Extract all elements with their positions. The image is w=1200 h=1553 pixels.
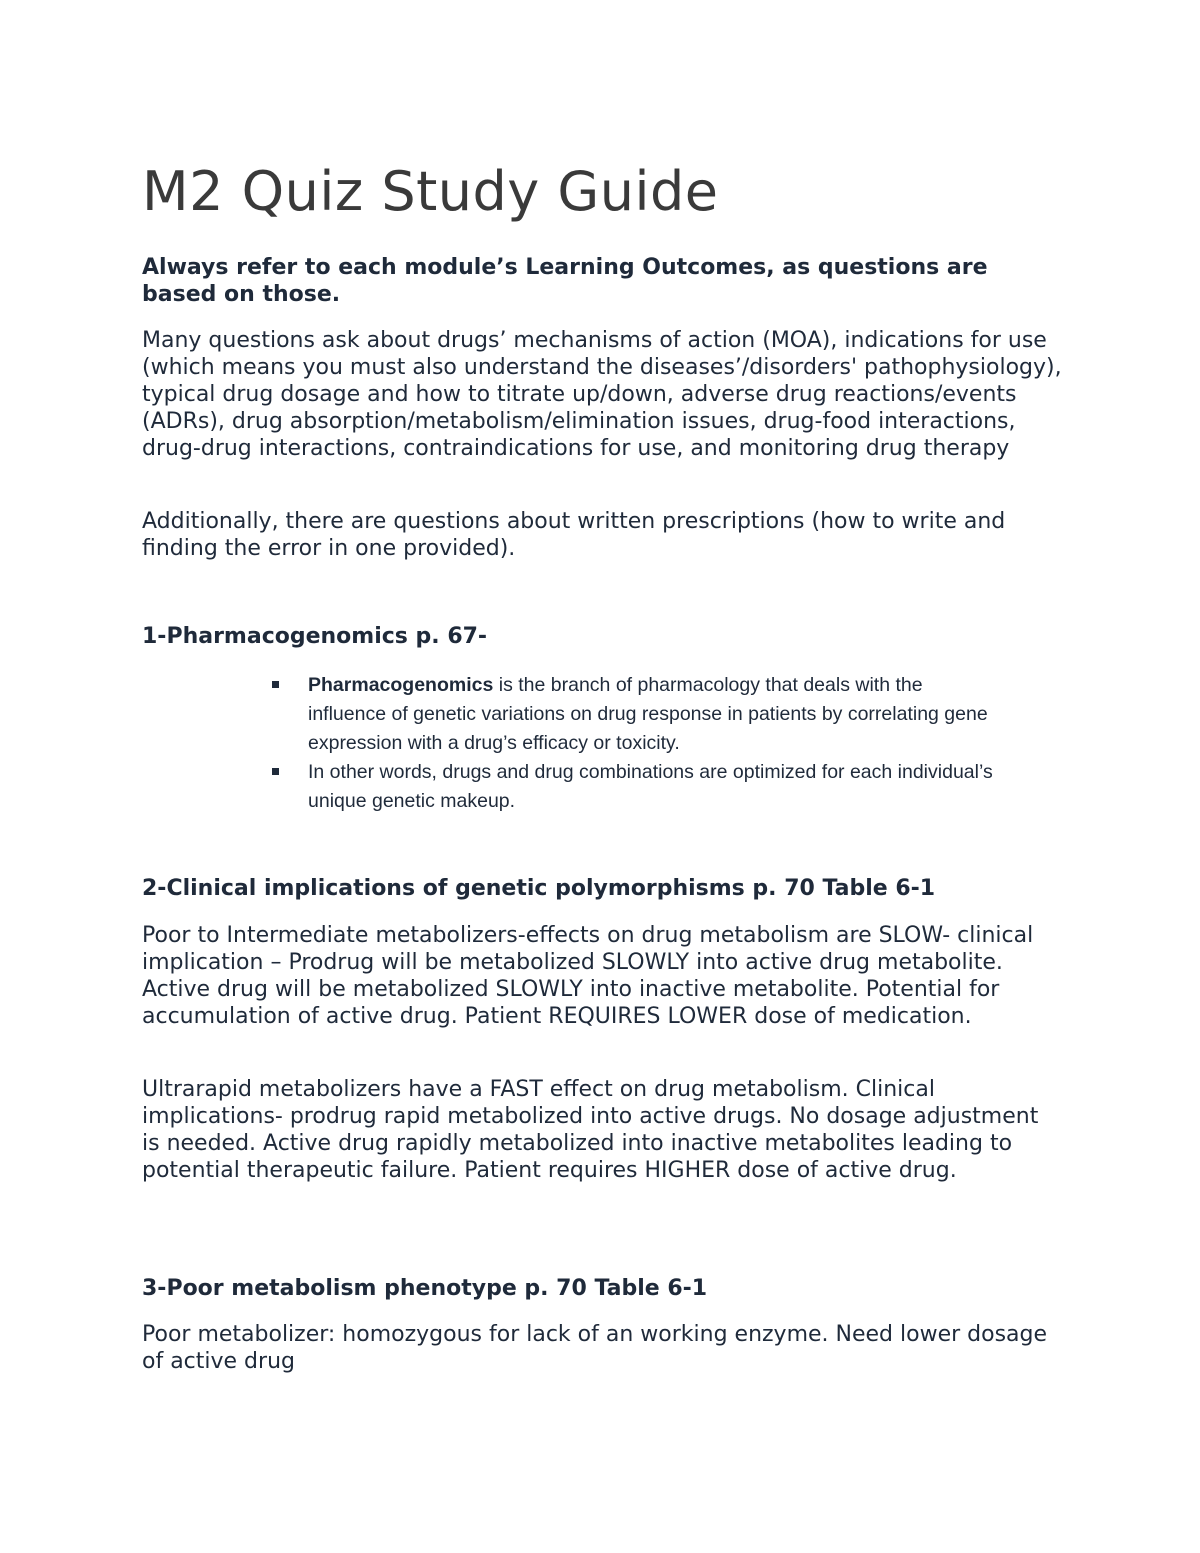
section-1-heading: 1-Pharmacogenomics p. 67- (142, 624, 488, 649)
section-2-paragraph-1: Poor to Intermediate metabolizers-effects on drug metabolism are SLOW- clinical implication – Prodrug will be metabolized SLOWLY into active drug metabolite. Active drug will be metabolized SLOWLY into inactive metabolite. Potential for accumulation of active drug. Patient REQUIRES LOWER dose of medication. (142, 923, 1034, 1029)
intro-bold-note: Always refer to each module’s Learning Outcomes, as questions are based on those. (142, 255, 988, 307)
document-title: M2 Quiz Study Guide (142, 160, 719, 223)
section-2-heading: 2-Clinical implications of genetic polymorphisms p. 70 Table 6-1 (142, 876, 936, 901)
intro-paragraph-2: Additionally, there are questions about written prescriptions (how to write and finding the error in one provided). (142, 509, 1006, 561)
term-pharmacogenomics: Pharmacogenomics (308, 674, 494, 696)
list-item (272, 671, 1002, 758)
square-bullet-icon (272, 768, 279, 775)
section-1-bullet-list (272, 671, 1002, 816)
list-item (272, 758, 1002, 816)
section-3-paragraph-1: Poor metabolizer: homozygous for lack of an working enzyme. Need lower dosage of active drug (142, 1322, 1048, 1374)
section-2-paragraph-2: Ultrarapid metabolizers have a FAST effect on drug metabolism. Clinical implications- prodrug rapid metabolized into active drugs. No dosage adjustment is needed. Active drug rapidly metabolized into inactive metabolites leading to potential therapeutic failure. Patient requires HIGHER dose of active drug. (142, 1077, 1039, 1183)
section-3-heading: 3-Poor metabolism phenotype p. 70 Table 6-1 (142, 1276, 708, 1301)
bullet-text: is the branch of pharmacology that deals with the influence of genetic variations on drug response in patients by correlating gene expression with a drug’s efficacy or toxicity. (308, 674, 988, 754)
intro-paragraph-1: Many questions ask about drugs’ mechanisms of action (MOA), indications for use (which means you must also understand the diseases’/disorders' pathophysiology), typical drug dosage and how to titrate up/down, adverse drug reactions/events (ADRs), drug absorption/metabolism/elimination issues, drug-food interactions, drug-drug interactions, contraindications for use, and monitoring drug therapy (142, 328, 1062, 461)
bullet-text: In other words, drugs and drug combinations are optimized for each individual’s unique genetic makeup. (308, 761, 993, 812)
square-bullet-icon (272, 681, 279, 688)
